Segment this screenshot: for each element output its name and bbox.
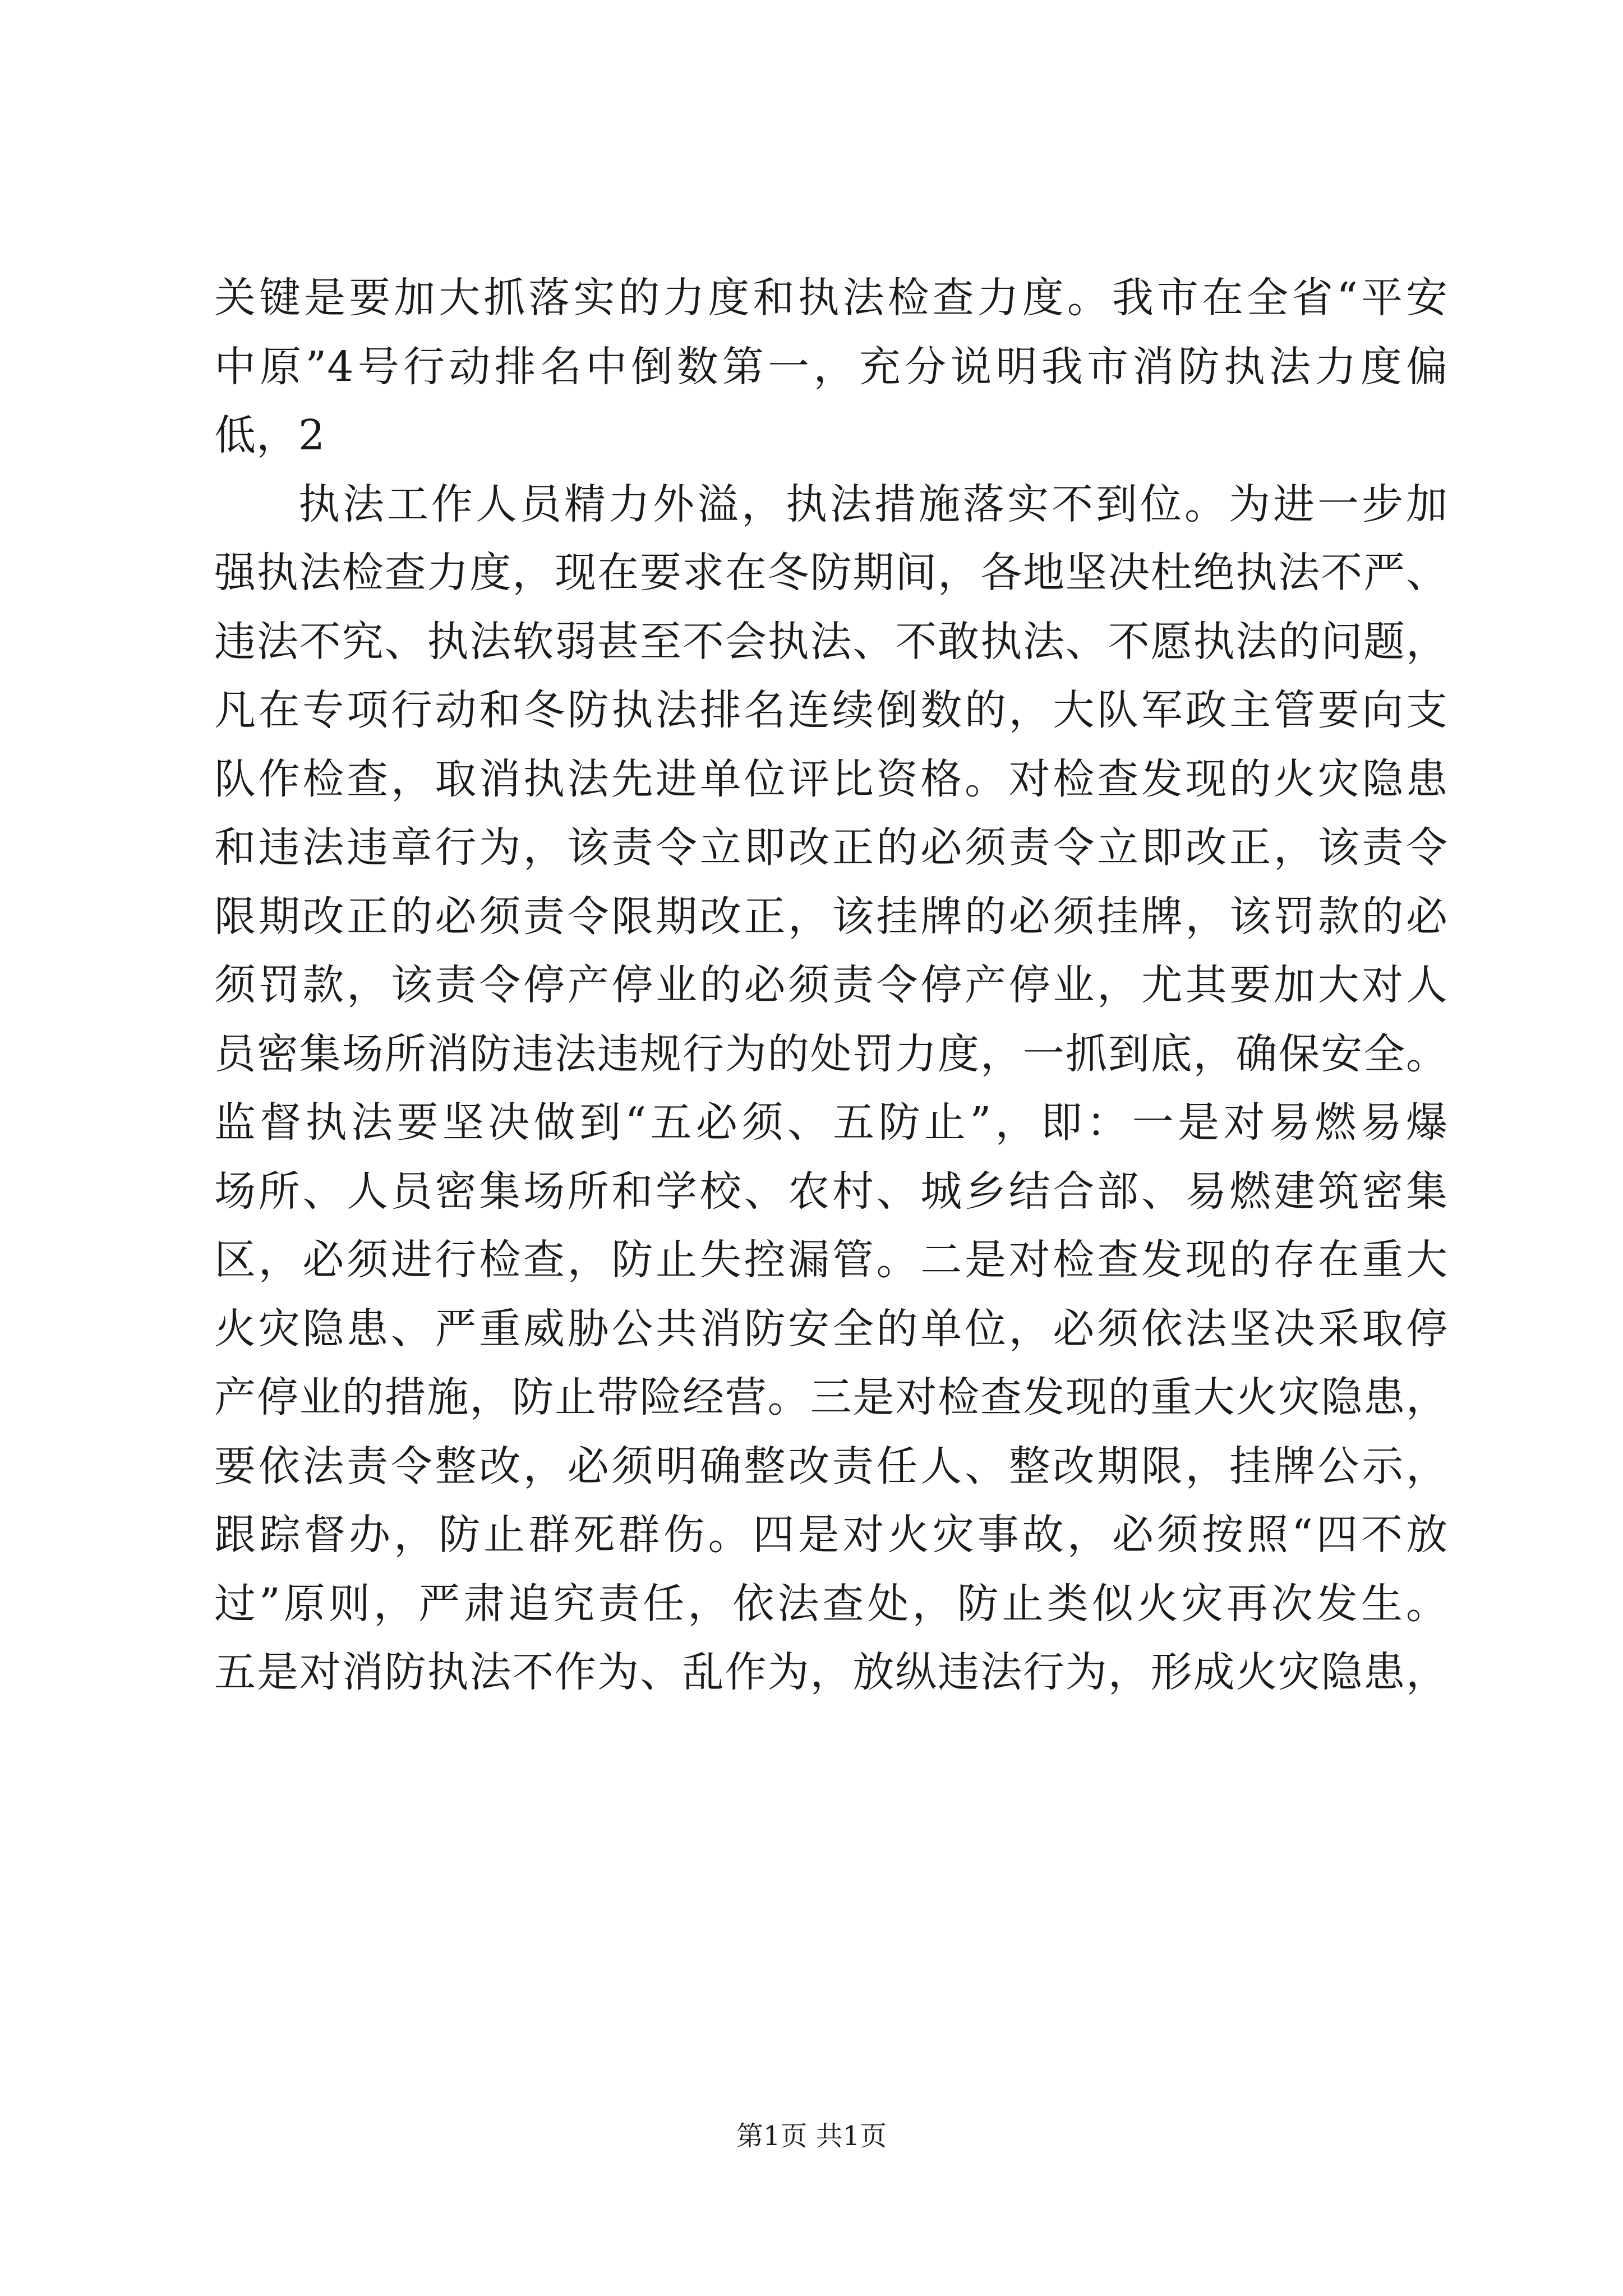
text-line: 火灾隐患、严重威胁公共消防安全的单位，必须依法坚决采取停 (214, 1304, 1448, 1353)
page-number-footer: 第1页 共1页 (736, 2120, 887, 2152)
text-line: 凡在专项行动和冬防执法排名连续倒数的，大队军政主管要向支 (214, 686, 1448, 734)
text-line: 中原”4号行动排名中倒数第一，充分说明我市消防执法力度偏 (214, 342, 1448, 391)
text-line: 过”原则，严肃追究责任，依法查处，防止类似火灾再次发生。 (214, 1579, 1448, 1628)
text-line: 须罚款，该责令停产停业的必须责令停产停业，尤其要加大对人 (214, 961, 1448, 1009)
text-line: 员密集场所消防违法违规行为的处罚力度，一抓到底，确保安全。 (214, 1029, 1448, 1078)
paragraph-2 (214, 470, 1448, 1707)
document-body (214, 264, 1448, 1707)
text-line: 和违法违章行为，该责令立即改正的必须责令立即改正，该责令 (214, 823, 1448, 872)
text-line: 五是对消防执法不作为、乱作为，放纵违法行为，形成火灾隐患， (214, 1648, 1448, 1696)
text-line: 关键是要加大抓落实的力度和执法检查力度。我市在全省“平安 (214, 274, 1448, 322)
text-line: 队作检查，取消执法先进单位评比资格。对检查发现的火灾隐患 (214, 754, 1448, 803)
text-line: 产停业的措施，防止带险经营。三是对检查发现的重大火灾隐患， (214, 1373, 1448, 1421)
paragraph-1 (214, 264, 1448, 470)
text-line: 强执法检查力度，现在要求在冬防期间，各地坚决杜绝执法不严、 (214, 549, 1448, 597)
text-line: 限期改正的必须责令限期改正，该挂牌的必须挂牌，该罚款的必 (214, 892, 1448, 941)
text-line: 场所、人员密集场所和学校、农村、城乡结合部、易燃建筑密集 (214, 1167, 1448, 1216)
text-line: 跟踪督办，防止群死群伤。四是对火灾事故，必须按照“四不放 (214, 1511, 1448, 1559)
text-line: 区，必须进行检查，防止失控漏管。二是对检查发现的存在重大 (214, 1236, 1448, 1284)
text-line: 监督执法要坚决做到“五必须、五防止”，即：一是对易燃易爆 (214, 1098, 1448, 1147)
text-line: 要依法责令整改，必须明确整改责任人、整改期限，挂牌公示， (214, 1442, 1448, 1490)
text-line: 低，2 (214, 411, 326, 459)
text-line: 违法不究、执法软弱甚至不会执法、不敢执法、不愿执法的问题， (214, 617, 1448, 666)
text-line: 执法工作人员精力外溢，执法措施落实不到位。为进一步加 (298, 480, 1448, 528)
